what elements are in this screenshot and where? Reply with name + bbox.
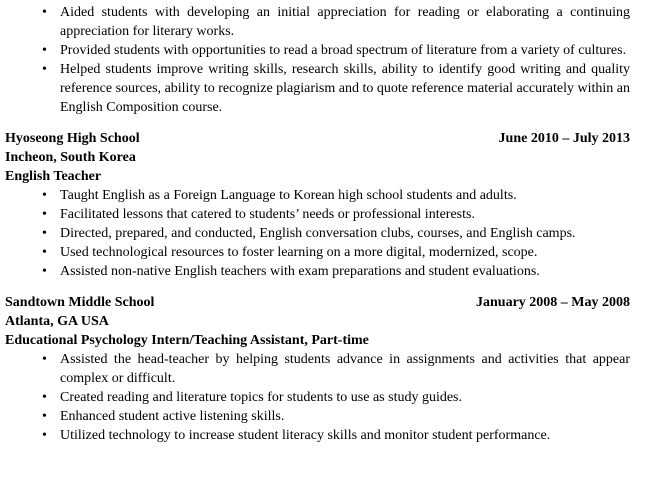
job-location: Atlanta, GA USA [5,314,109,329]
bullet-item: • Provided students with opportunities to read a broad spectrum of literature from a variety of cultures. [60,41,630,60]
bullet-item: • Enhanced student active listening skills. [60,407,630,426]
bullet-item: • Used technological resources to foster learning on a more digital, modernized, scope. [60,243,630,262]
employment-dates: June 2010 – July 2013 [498,131,630,146]
job-header [5,129,630,148]
bullet-item: • Assisted the head-teacher by helping students advance in assignments and activities that appear complex or difficult. [60,350,630,388]
job-bullet-list [5,186,630,281]
bullet-item: • Assisted non-native English teachers with exam preparations and student evaluations. [60,262,630,281]
bullet-item: • Created reading and literature topics for students to use as study guides. [60,388,630,407]
employer-name: Hyoseong High School [5,131,140,146]
bullet-item: • Facilitated lessons that catered to students’ needs or professional interests. [60,205,630,224]
job-title: Educational Psychology Intern/Teaching Assistant, Part-time [5,333,369,348]
bullet-item: • Directed, prepared, and conducted, English conversation clubs, courses, and English camps. [60,224,630,243]
job-header [5,293,630,312]
bullet-item: • Utilized technology to increase student literacy skills and monitor student performance. [60,426,630,445]
bullet-item: • Aided students with developing an initial appreciation for reading or elaborating a continuing appreciation for literary works. [60,3,630,41]
job-bullet-list [5,350,630,445]
employer-name: Sandtown Middle School [5,295,155,310]
job-entry-hyoseong [5,129,630,281]
bullet-item: • Taught English as a Foreign Language to Korean high school students and adults. [60,186,630,205]
bullet-item: • Helped students improve writing skills, research skills, ability to identify good writing and quality reference sources, ability to recognize plagiarism and to quote reference material accurately within an English Composition course. [60,60,630,117]
employment-dates: January 2008 – May 2008 [476,295,630,310]
job-entry-sandtown [5,293,630,445]
job-location: Incheon, South Korea [5,150,136,165]
job-title: English Teacher [5,169,102,184]
intro-bullet-list [5,3,630,117]
